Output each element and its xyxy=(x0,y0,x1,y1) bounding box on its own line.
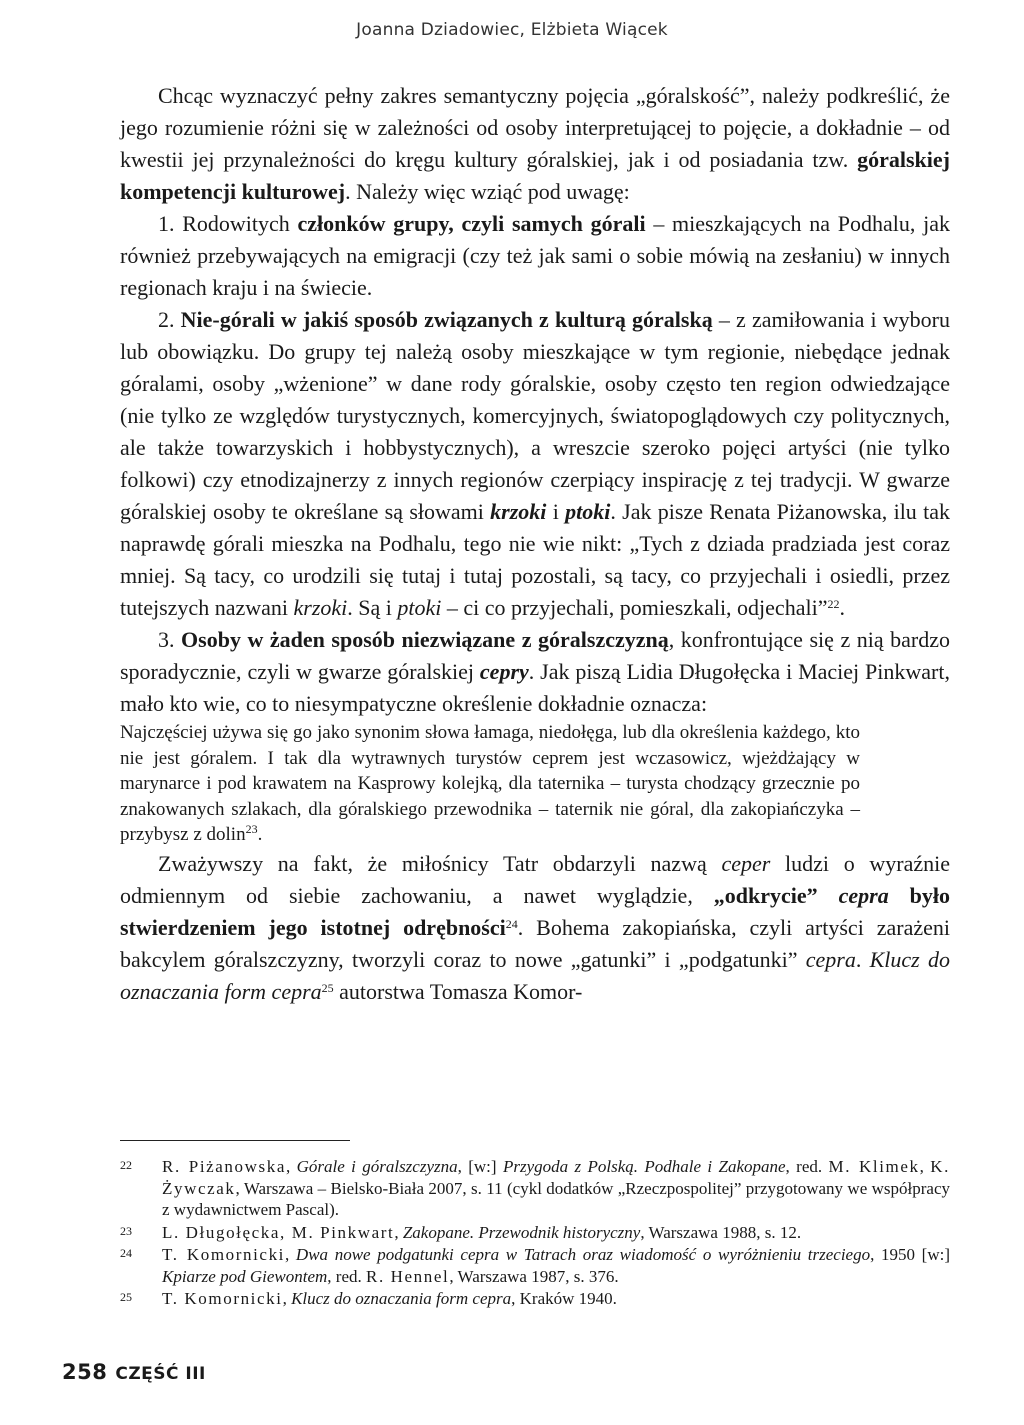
text-run: , [w:] xyxy=(457,1157,503,1176)
text-run: , 1950 [w:] xyxy=(870,1245,951,1264)
bold-italic-term: cepra xyxy=(838,882,889,908)
text-run: , xyxy=(394,1222,403,1242)
text-run: ludzi o wyraźnie odmiennym od siebie zachowaniu, a nawet wyglądzie, xyxy=(120,850,951,908)
text-run: – ci co przyjechali, pomieszkali, odjechali” xyxy=(441,595,828,620)
text-run: , xyxy=(919,1157,931,1176)
text-run: , Warszawa 1987, s. 376. xyxy=(449,1266,619,1286)
text-run: . Są i xyxy=(347,595,398,620)
text-run: 3. xyxy=(158,627,182,652)
footnote-author: T. Komornicki xyxy=(162,1245,285,1264)
bold-italic-term: ptoki xyxy=(565,499,611,524)
footnote-text xyxy=(162,1244,950,1287)
page-footer xyxy=(62,1360,206,1384)
footnote-editor: M. Klimek xyxy=(828,1157,920,1176)
bold-term: góralskiej kompetencji kulturowej xyxy=(120,147,950,204)
text-run: , xyxy=(285,1245,296,1264)
page-number: 258 xyxy=(62,1360,108,1384)
footnote-title: Dwa nowe podgatunki cepra w Tatrach oraz wiadomość o wyróżnieniu trzeciego xyxy=(295,1245,871,1264)
footnote-title: Zakopane. Przewodnik historyczny xyxy=(402,1222,641,1242)
footnote-ref[interactable]: 22 xyxy=(827,597,840,611)
footnote-editor: R. Hennel xyxy=(366,1266,450,1286)
text-run: , konfrontujące się z nią bardzo sporadycznie, czyli w gwarze góralskiej xyxy=(120,627,951,684)
list-item-2 xyxy=(120,304,950,624)
footnote-25 xyxy=(120,1288,950,1310)
text-run: , Kraków 1940. xyxy=(511,1289,617,1308)
main-text xyxy=(120,80,950,1008)
text-run: , xyxy=(282,1289,292,1308)
footnote-22 xyxy=(120,1156,950,1221)
bold-term: Nie-górali w jakiś sposób związanych z kulturą góralską xyxy=(180,307,713,332)
text-run: Chcąc wyznaczyć pełny zakres semantyczny pojęcia „góralskość”, należy podkreślić, że jego rozumienie różni się w zależności od osoby interpretującej to pojęcie, a dokładnie – od kwestii jej przynależności do kręgu kultury góralskiej, jak i od posiadania tzw. xyxy=(120,83,950,172)
bold-term: „odkrycie” xyxy=(713,882,818,908)
part-label: CZĘŚĆ III xyxy=(115,1364,206,1384)
text-run: Najczęściej używa się go jako synonim słowa łamaga, niedołęga, lub dla określenia każdego, kto nie jest góralem. I tak dla wytrawnych turystów ceprem jest wczasowicz, wjeżdżający w marynarce i pod krawatem na Kasprowy kolejką, dla taternika – turysta chodzący grzecznie po znakowanych szlakach, dla góralskiego przewodnika – taternik nie góral, dla zakopiańczyka – przybysz z dolin xyxy=(120,722,860,845)
text-run xyxy=(889,883,910,908)
text-run: . xyxy=(257,824,263,845)
bold-term: Osoby w żaden sposób niezwiązane z góralszczyzną xyxy=(181,627,669,652)
text-run: . Jak piszą Lidia Długołęcka i Maciej Pinkwart, mało kto wie, co to niesympatyczne określenie dokładnie oznacza: xyxy=(120,659,951,716)
footnote-author: L. Długołęcka, M. Pinkwart xyxy=(162,1222,395,1242)
footnote-number: 24 xyxy=(120,1246,132,1260)
bold-italic-term: cepry xyxy=(479,659,529,684)
text-run: 1. Rodowitych xyxy=(158,211,298,236)
text-run: Zważywszy na fakt, że miłośnicy Tatr obdarzyli nazwą xyxy=(158,850,722,876)
footnote-text xyxy=(162,1156,950,1221)
text-run: . xyxy=(855,946,870,972)
italic-title: Klucz do oznaczania form cepra xyxy=(120,946,950,1004)
text-run: i xyxy=(546,499,566,524)
running-head: Joanna Dziadowiec, Elżbieta Wiącek xyxy=(356,20,668,40)
footnotes xyxy=(120,1156,950,1311)
footnote-title: Kpiarze pod Giewontem xyxy=(162,1266,328,1286)
footnote-text xyxy=(162,1222,950,1244)
footnote-author: R. Piżanowska xyxy=(162,1157,286,1176)
text-run: . Bohema zakopiańska, czyli artyści zarażeni bakcylem góralszczyzny, tworzyli coraz to nowe „gatunki” i „podgatunki” xyxy=(120,914,950,972)
list-item-1 xyxy=(120,208,950,304)
footnote-title: Przygoda z Polską. Podhale i Zakopane xyxy=(502,1157,786,1176)
footnote-editor: K. Żywczak xyxy=(162,1157,950,1198)
text-run: autorstwa Tomasza Komor- xyxy=(333,978,583,1004)
text-run: , Warszawa – Bielsko-Biała 2007, s. 11 (cykl dodatków „Rzeczpospolitej” przygotowany we współpracy z wydawnictwem Pascal). xyxy=(162,1178,950,1219)
footnote-divider xyxy=(120,1140,350,1141)
text-run: . xyxy=(839,595,845,620)
text-run: . Należy więc wziąć pod uwagę: xyxy=(345,179,630,204)
closing-paragraph xyxy=(120,848,950,1008)
text-run: 2. xyxy=(158,307,181,332)
text-run: – mieszkających na Podhalu, jak również przebywających na emigracji (czy też jak sami o sobie mówią na zesłaniu) w innych regionach kraju i na świecie. xyxy=(120,211,950,300)
footnote-text xyxy=(162,1288,950,1310)
text-run: , xyxy=(285,1157,297,1176)
bold-term: było stwierdzeniem jego istotnej odrębności xyxy=(120,882,951,940)
block-quote xyxy=(120,720,860,848)
italic-term: ceper xyxy=(721,850,771,876)
text-run: , Warszawa 1988, s. 12. xyxy=(640,1222,802,1242)
footnote-23 xyxy=(120,1222,950,1244)
bold-italic-term: krzoki xyxy=(490,499,547,524)
footnote-ref[interactable]: 25 xyxy=(321,980,334,995)
list-item-3 xyxy=(120,624,950,720)
footnote-author: T. Komornicki xyxy=(162,1289,283,1308)
italic-term: ptoki xyxy=(397,595,442,620)
footnote-ref[interactable]: 24 xyxy=(505,916,518,931)
footnote-title: Klucz do oznaczania form cepra xyxy=(291,1289,512,1308)
text-run: , red. xyxy=(785,1157,829,1176)
footnote-ref[interactable]: 23 xyxy=(245,822,258,836)
bold-term: członków grupy, czyli samych górali xyxy=(297,211,646,236)
intro-paragraph xyxy=(120,80,950,208)
italic-term: krzoki xyxy=(293,595,348,620)
text-run: , red. xyxy=(327,1266,366,1286)
footnote-number: 25 xyxy=(120,1290,132,1304)
italic-term: cepra xyxy=(805,946,856,972)
text-run: – z zamiłowania i wyboru lub obowiązku. Do grupy tej należą osoby mieszkające w tym regionie, niebędące jednak góralami, osoby „wżenione” w dane rody góralskie, osoby często ten region odwiedzające (nie tylko ze względów turystycznych, komercyjnych, światopoglądowych czy politycznych, ale także towarzyskich i hobbystycznych), a wreszcie szeroko pojęci artyści (nie tylko folkowi) czy etnodizajnerzy z innych regionów czerpiący inspirację z tej tradycji. W gwarze góralskiej osoby te określane są słowami xyxy=(120,307,950,524)
text-run: . Jak pisze Renata Piżanowska, ilu tak naprawdę górali mieszka na Podhalu, tego nie wie nikt: „Tych z dziada pradziada jest coraz mniej. Są tacy, co urodzili się tutaj i tutaj pozostali, są tacy, co przyjechali i osiedli, przez tutejszych nazwani xyxy=(120,499,950,620)
footnote-number: 23 xyxy=(120,1223,132,1238)
footnote-number: 22 xyxy=(120,1158,132,1172)
footnote-title: Górale i góralszczyzna xyxy=(296,1157,458,1176)
footnote-24 xyxy=(120,1244,950,1287)
text-run xyxy=(818,883,839,908)
